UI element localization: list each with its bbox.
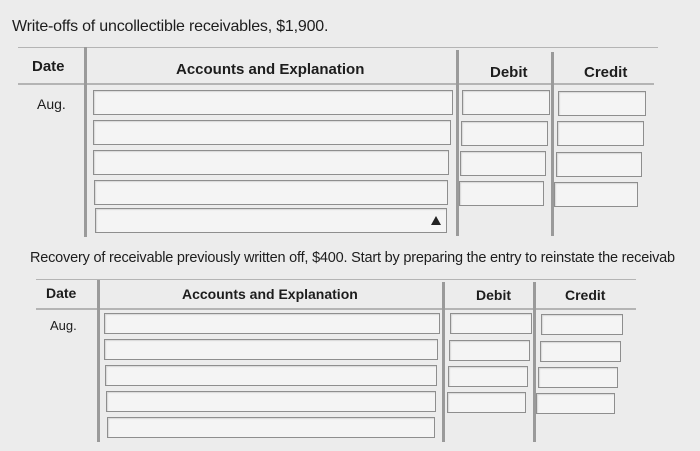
header-credit: Credit (584, 64, 628, 81)
header-credit: Credit (565, 287, 606, 303)
debit-input[interactable] (447, 392, 526, 413)
account-input[interactable] (107, 417, 435, 438)
header-accounts: Accounts and Explanation (176, 61, 365, 78)
problem1-title: Write-offs of uncollectible receivables, $1,900. (12, 18, 329, 35)
credit-input[interactable] (536, 393, 615, 414)
header-bottom-line (36, 308, 636, 310)
credit-input[interactable] (541, 314, 623, 335)
col-divider-credit (533, 282, 536, 442)
table-top-line (36, 279, 636, 280)
date-month: Aug. (37, 96, 66, 112)
debit-input[interactable] (448, 366, 528, 387)
date-month: Aug. (50, 318, 77, 333)
credit-input[interactable] (538, 367, 618, 388)
credit-input[interactable] (540, 341, 621, 362)
debit-input[interactable] (450, 313, 532, 334)
account-input[interactable] (106, 391, 436, 412)
problem2-title: Recovery of receivable previously written off, $400. Start by preparing the entry to reinstate the receivab (30, 250, 675, 266)
header-date: Date (32, 58, 65, 75)
debit-input[interactable] (449, 340, 530, 361)
account-input[interactable] (104, 313, 440, 334)
col-divider-date (97, 280, 100, 442)
header-debit: Debit (490, 64, 528, 81)
header-date: Date (46, 285, 77, 301)
account-input[interactable] (105, 365, 437, 386)
header-accounts: Accounts and Explanation (182, 286, 358, 302)
col-divider-debit (442, 282, 445, 442)
header-debit: Debit (476, 287, 511, 303)
account-input[interactable] (104, 339, 438, 360)
